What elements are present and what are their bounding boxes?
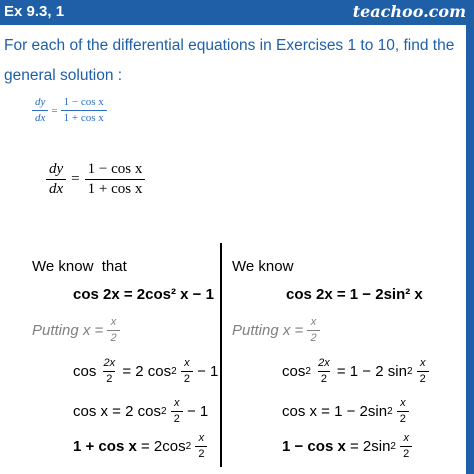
right-identity: cos 2x = 1 − 2sin² x bbox=[286, 286, 423, 303]
question-lhs-fraction: $\frac{dy}{dx}$ bbox=[32, 97, 48, 124]
right-accent-bar bbox=[466, 25, 474, 474]
question-equation: $\frac{dy}{dx}$ = $\frac{\text{1 − cos x}}{\text{1 + cos x}}$ bbox=[32, 97, 107, 124]
right-putting: Putting x = $\frac{x}{2}$ bbox=[232, 317, 320, 344]
left-putting: Putting x = $\frac{x}{2}$ bbox=[32, 317, 120, 344]
right-step-2: cos x = 1 − 2sin 2 $\frac{x}{2}$ bbox=[282, 398, 409, 425]
left-putting-fraction: $\frac{x}{2}$ bbox=[107, 317, 119, 344]
column-divider bbox=[220, 243, 222, 467]
header-bar bbox=[0, 0, 474, 25]
right-putting-fraction: $\frac{x}{2}$ bbox=[307, 317, 319, 344]
right-step-3: 1 − cos x = 2sin 2 $\frac{x}{2}$ bbox=[282, 433, 412, 460]
main-lhs-fraction: $\frac{dy}{dx}$ bbox=[46, 162, 66, 197]
left-identity: cos 2x = 2cos² x − 1 bbox=[73, 286, 214, 303]
brand-logo: teachoo.com bbox=[352, 2, 466, 21]
right-heading: We know bbox=[232, 258, 294, 275]
left-step-2: cos x = 2 cos 2 $\frac{x}{2}$ − 1 bbox=[73, 397, 209, 425]
question-rhs-fraction: $\frac{\text{1 − cos x}}{\text{1 + cos x}}$ bbox=[61, 97, 107, 124]
left-step-1: cos $\frac{2x}{2}$ = 2 cos 2 $\frac{x}{2}$ − 1 bbox=[73, 357, 219, 385]
main-equation: $\frac{dy}{dx}$ = $\frac{\text{1 − cos x}}{\text{1 + cos x}}$ bbox=[46, 162, 145, 197]
left-step-3: 1 + cos x = 2cos 2 $\frac{x}{2}$ bbox=[73, 433, 207, 460]
exercise-title: Ex 9.3, 1 bbox=[4, 3, 65, 20]
question-text: For each of the differential equations in Exercises 1 to 10, find the general solution : bbox=[4, 37, 455, 84]
main-rhs-fraction: $\frac{\text{1 − cos x}}{\text{1 + cos x}}$ bbox=[85, 162, 146, 197]
left-heading: We know that bbox=[32, 258, 127, 275]
right-step-1: cos 2 $\frac{2x}{2}$ = 1 − 2 sin 2 $\frac{x}{2}$ bbox=[282, 358, 429, 385]
